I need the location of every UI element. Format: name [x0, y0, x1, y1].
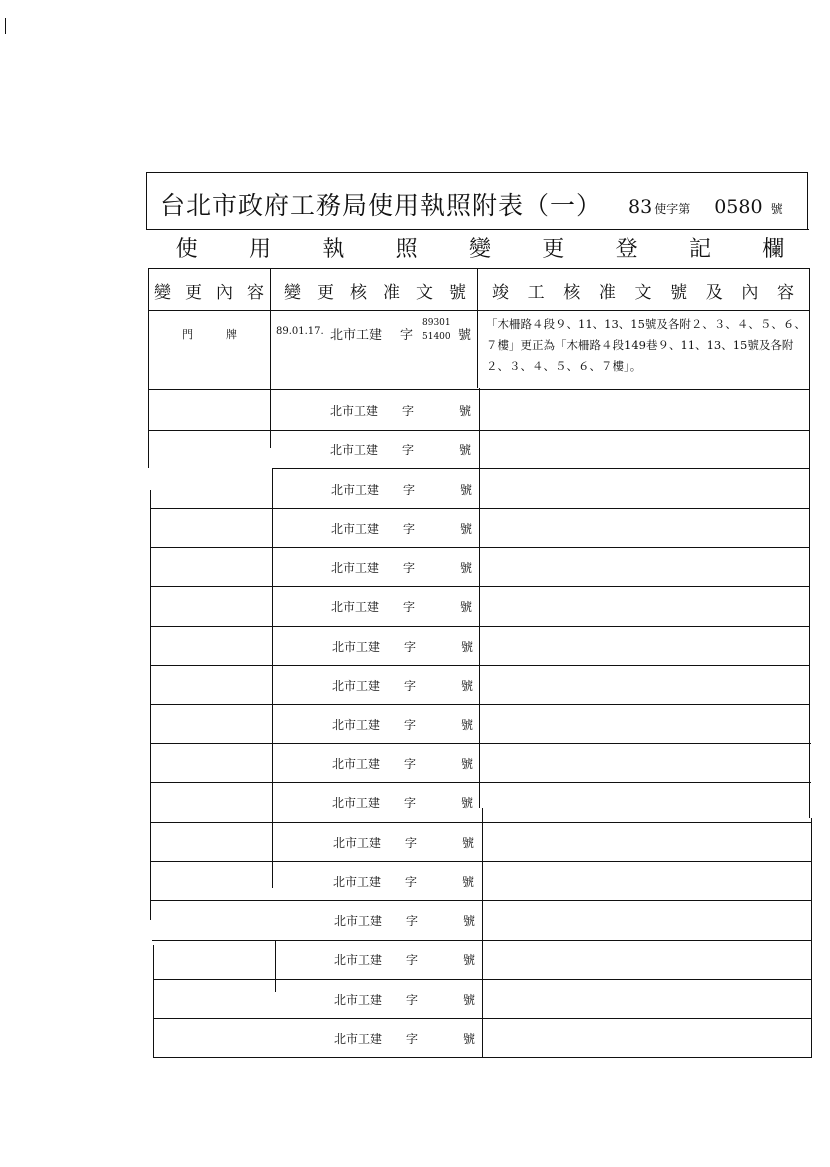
- row-line: [148, 430, 810, 431]
- table-left-middle: [150, 490, 151, 920]
- section-char: 更: [542, 236, 565, 262]
- permit-number-value: 0580: [714, 196, 763, 218]
- approval-word: 字: [404, 757, 417, 771]
- approval-office: 北市工建: [334, 953, 383, 967]
- col-header-char: 內: [216, 282, 233, 303]
- approval-hao: 號: [463, 953, 476, 967]
- col-sep-1-a: [270, 268, 271, 448]
- row-line: [150, 665, 810, 666]
- approval-office: 北市工建: [331, 522, 380, 536]
- approval-word: 字: [405, 836, 418, 850]
- row-line: [272, 468, 810, 469]
- approval-word: 字: [402, 443, 415, 457]
- approval-office: 北市工建: [333, 836, 382, 850]
- approval-hao: 號: [461, 718, 474, 732]
- approval-code-a: 89301: [422, 318, 451, 328]
- approval-hao: 號: [460, 600, 473, 614]
- col-header-char: 工: [527, 282, 545, 303]
- approval-office: 北市工建: [333, 875, 382, 889]
- approval-hao: 號: [462, 836, 475, 850]
- approval-office: 北市工建: [334, 914, 383, 928]
- row-line: [150, 900, 811, 901]
- approval-word: 字: [403, 522, 416, 536]
- frame-left-top: [146, 172, 147, 230]
- permit-type: 使字第: [654, 202, 691, 216]
- approval-hao: 號: [459, 404, 472, 418]
- table-right-lower: [811, 818, 812, 1058]
- approval-hao: 號: [463, 993, 476, 1007]
- approval-hao: 號: [458, 328, 472, 343]
- table-header-bottom: [148, 310, 810, 311]
- col-header-char: 文: [634, 282, 652, 303]
- table-left-upper: [148, 268, 149, 468]
- col-header-char: 核: [563, 282, 581, 303]
- approval-office: 北市工建: [332, 640, 381, 654]
- col-sep-2-b: [479, 388, 480, 808]
- section-char: 使: [175, 236, 198, 262]
- row-line: [150, 547, 810, 548]
- approval-code-b: 51400: [422, 332, 451, 342]
- section-char: 登: [615, 236, 638, 262]
- approval-word: 字: [404, 679, 417, 693]
- col-header-char: 准: [598, 282, 616, 303]
- approval-word: 字: [403, 483, 416, 497]
- row-line: [150, 586, 810, 587]
- approval-hao: 號: [461, 679, 474, 693]
- col-header-char: 變: [154, 282, 171, 303]
- approval-office: 北市工建: [331, 600, 380, 614]
- col-sep-1-b: [272, 468, 273, 888]
- completion-content: 「木柵路４段９、11、13、15號及各附２、３、４、５、６、７樓」更正為「木柵路４段149巷９、11、13、15號及各附２、３、４、５、６、７樓」。: [486, 317, 806, 373]
- approval-word: 字: [404, 796, 417, 810]
- col-header-char: 變: [284, 282, 301, 303]
- permit-prefix: 83: [628, 196, 653, 218]
- col-header-char: 核: [350, 282, 367, 303]
- col-header-char: 文: [416, 282, 433, 303]
- col-header-char: 更: [185, 282, 202, 303]
- approval-office: 北市工建: [331, 561, 380, 575]
- permit-number: [628, 196, 785, 218]
- row-line: [150, 861, 811, 862]
- approval-word: 字: [403, 561, 416, 575]
- approval-office: 北市工建: [332, 679, 381, 693]
- row-line: [153, 1018, 811, 1019]
- approval-hao: 號: [461, 757, 474, 771]
- row-line: [150, 508, 810, 509]
- approval-office: 北市工建: [332, 796, 381, 810]
- col-header-char: 號: [449, 282, 466, 303]
- col-header-char: 竣: [492, 282, 509, 303]
- col-header-char: 准: [383, 282, 400, 303]
- col-header-char: 號: [670, 282, 688, 303]
- approval-office: 北市工建: [330, 404, 379, 418]
- approval-word: 字: [406, 953, 419, 967]
- permit-suffix: 號: [770, 202, 783, 216]
- row-line: [148, 389, 810, 390]
- scan-mark: [5, 18, 6, 34]
- table-bottom: [153, 1057, 812, 1058]
- approval-office: 北市工建: [334, 993, 383, 1007]
- row-line: [150, 822, 811, 823]
- approval-word: 字: [405, 875, 418, 889]
- page-title: 台北市政府工務局使用執照附表（一）: [160, 191, 603, 220]
- change-item-char: 門: [182, 328, 193, 341]
- approval-office: 北市工建: [331, 483, 380, 497]
- frame-right-top: [807, 172, 808, 230]
- col-header-change: [154, 270, 264, 310]
- section-title: [150, 228, 810, 266]
- section-char: 用: [248, 236, 271, 262]
- col-header-char: 更: [317, 282, 334, 303]
- approval-hao: 號: [463, 1032, 476, 1046]
- col-header-approval: [284, 270, 466, 310]
- approval-hao: 號: [462, 875, 475, 889]
- approval-office: 北市工建: [330, 443, 379, 457]
- row-line: [152, 940, 811, 941]
- section-char: 照: [395, 236, 418, 262]
- section-char: 欄: [762, 236, 785, 262]
- approval-word: 字: [404, 718, 417, 732]
- row-line: [150, 743, 811, 744]
- approval-hao: 號: [460, 522, 473, 536]
- approval-office: 北市工建: [330, 328, 383, 343]
- approval-hao: 號: [460, 561, 473, 575]
- approval-word: 字: [406, 993, 419, 1007]
- approval-hao: 號: [460, 483, 473, 497]
- row-line: [153, 979, 811, 980]
- approval-hao: 號: [463, 914, 476, 928]
- approval-word: 字: [406, 914, 419, 928]
- col-sep-1-c: [275, 940, 276, 992]
- frame-top: [146, 172, 808, 173]
- table-right-upper: [809, 268, 810, 818]
- approval-word: 字: [406, 1032, 419, 1046]
- col-header-completion: [492, 270, 794, 310]
- approval-office: 北市工建: [334, 1032, 383, 1046]
- approval-word: 字: [402, 404, 415, 418]
- row-line: [150, 782, 811, 783]
- col-header-char: 容: [247, 282, 264, 303]
- approval-date: 89.01.17.: [276, 326, 324, 337]
- change-item-char: 牌: [226, 328, 237, 341]
- row-line: [150, 704, 810, 705]
- approval-hao: 號: [461, 796, 474, 810]
- table-header-top: [148, 268, 810, 269]
- section-char: 記: [688, 236, 711, 262]
- section-char: 變: [468, 236, 491, 262]
- col-header-char: 內: [741, 282, 759, 303]
- section-char: 執: [322, 236, 345, 262]
- table-left-lower: [153, 945, 154, 1058]
- approval-office: 北市工建: [332, 718, 381, 732]
- approval-word: 字: [403, 600, 416, 614]
- approval-word: 字: [404, 640, 417, 654]
- col-header-char: 容: [777, 282, 794, 303]
- approval-hao: 號: [459, 443, 472, 457]
- approval-word: 字: [400, 328, 414, 343]
- row-line: [150, 626, 810, 627]
- col-sep-2-c: [482, 808, 483, 1058]
- col-sep-2-a: [477, 268, 478, 388]
- approval-office: 北市工建: [332, 757, 381, 771]
- approval-hao: 號: [461, 640, 474, 654]
- col-header-char: 及: [705, 282, 723, 303]
